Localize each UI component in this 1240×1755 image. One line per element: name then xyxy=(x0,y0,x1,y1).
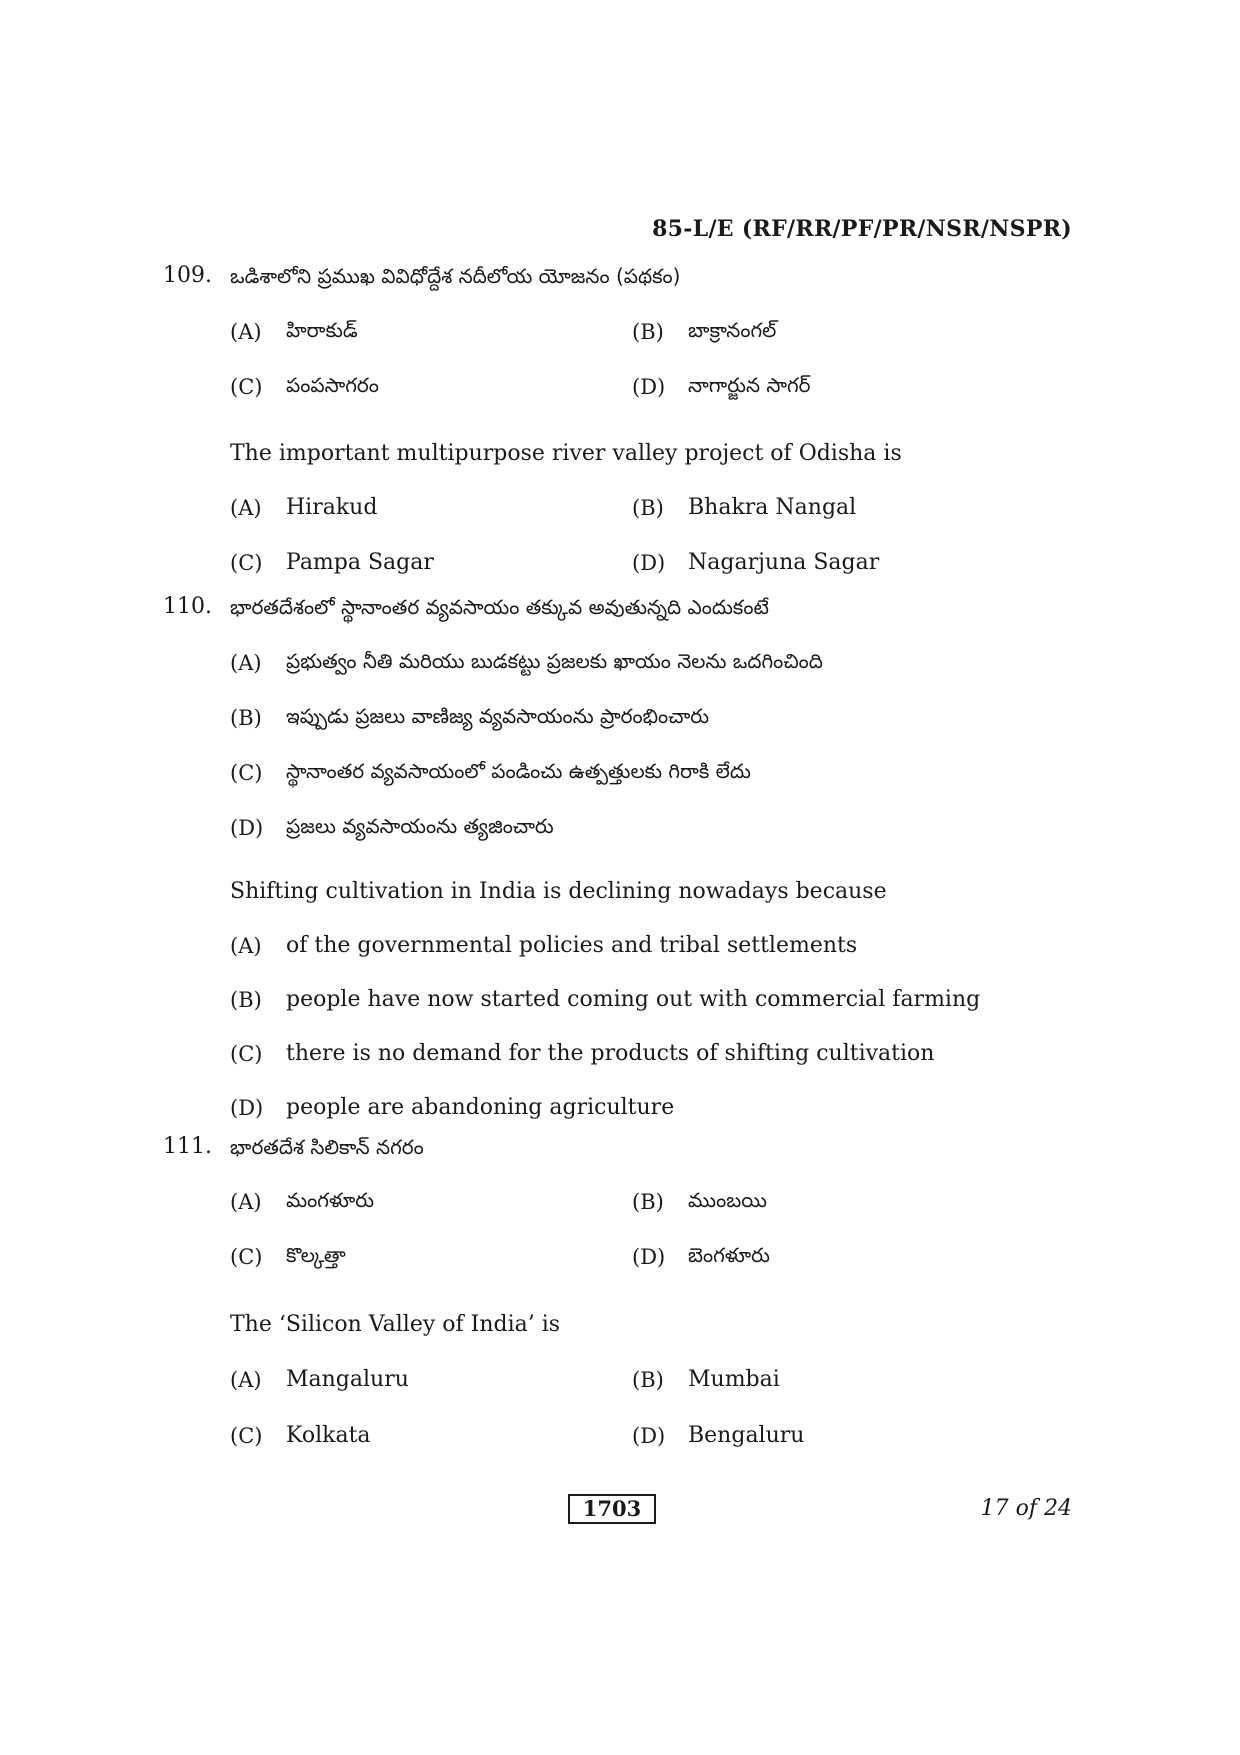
option-label: (C) xyxy=(230,1042,263,1066)
question-text-english: The important multipurpose river valley project of Odisha is xyxy=(230,441,902,466)
option-text-english: Nagarjuna Sagar xyxy=(688,550,880,575)
question-number: 111. xyxy=(163,1134,212,1159)
option-text-english: Pampa Sagar xyxy=(286,550,434,575)
option-label: (D) xyxy=(230,1096,264,1120)
booklet-code-box: 1703 xyxy=(568,1494,656,1524)
option-text-telugu: ముంబయి xyxy=(688,1188,767,1212)
option-text-telugu: స్థానాంతర వ్యవసాయంలో పండించు ఉత్పత్తులకు గిరాకి లేదు xyxy=(286,759,751,783)
question-number: 109. xyxy=(163,263,212,288)
option-label: (A) xyxy=(230,320,262,344)
option-text-telugu: హిరాకుడ్ xyxy=(286,318,358,342)
question-text-telugu: ఒడిశాలోని ప్రముఖ వివిధోద్దేశ నదీలోయ యోజనం (పథకం) xyxy=(230,264,681,288)
option-label: (B) xyxy=(230,988,262,1012)
option-text-telugu: బాక్రానంగల్ xyxy=(688,318,777,342)
option-label: (C) xyxy=(230,761,263,785)
option-text-english: Hirakud xyxy=(286,495,378,520)
page-number: 17 of 24 xyxy=(980,1496,1072,1521)
option-label: (B) xyxy=(632,496,664,520)
option-label: (B) xyxy=(230,706,262,730)
question-text-english: Shifting cultivation in India is declining nowadays because xyxy=(230,879,887,904)
paper-code-header: 85-L/E (RF/RR/PF/PR/NSR/NSPR) xyxy=(652,216,1072,242)
option-text-telugu: మంగళూరు xyxy=(286,1188,375,1212)
option-text-english: there is no demand for the products of shifting cultivation xyxy=(286,1041,935,1066)
option-label: (C) xyxy=(230,551,263,575)
option-text-telugu: కొల్కత్తా xyxy=(286,1243,346,1267)
option-label: (C) xyxy=(230,1245,263,1269)
option-label: (A) xyxy=(230,1190,262,1214)
option-text-telugu: ఇప్పుడు ప్రజలు వాణిజ్య వ్యవసాయంను ప్రారంభించారు xyxy=(286,704,710,728)
option-text-english: Bengaluru xyxy=(688,1423,805,1448)
option-text-english: people have now started coming out with commercial farming xyxy=(286,987,981,1012)
option-text-english: people are abandoning agriculture xyxy=(286,1095,675,1120)
option-text-english: Mumbai xyxy=(688,1367,780,1392)
option-label: (C) xyxy=(230,1424,263,1448)
option-label: (B) xyxy=(632,1190,664,1214)
option-text-telugu: ప్రజలు వ్యవసాయంను త్యజించారు xyxy=(286,814,554,838)
option-text-telugu: ప్రభుత్వం నీతి మరియు బుడకట్టు ప్రజలకు ఖాయం నెలను ఒదగించింది xyxy=(286,649,823,673)
option-text-english: of the governmental policies and tribal settlements xyxy=(286,933,858,958)
option-label: (D) xyxy=(632,551,666,575)
option-label: (C) xyxy=(230,375,263,399)
option-label: (A) xyxy=(230,934,262,958)
option-label: (D) xyxy=(230,816,264,840)
option-text-telugu: నాగార్జున సాగర్ xyxy=(688,373,811,397)
option-label: (B) xyxy=(632,1368,664,1392)
option-label: (D) xyxy=(632,1245,666,1269)
option-text-telugu: పంపసాగరం xyxy=(286,373,379,397)
option-text-english: Bhakra Nangal xyxy=(688,495,857,520)
option-label: (D) xyxy=(632,1424,666,1448)
option-text-english: Mangaluru xyxy=(286,1367,409,1392)
question-number: 110. xyxy=(163,594,212,619)
question-text-telugu: భారతదేశ సిలికాన్ నగరం xyxy=(230,1135,424,1159)
option-label: (B) xyxy=(632,320,664,344)
option-label: (A) xyxy=(230,496,262,520)
question-text-telugu: భారతదేశంలో స్థానాంతర వ్యవసాయం తక్కువ అవుతున్నది ఎందుకంటే xyxy=(230,595,769,619)
option-text-english: Kolkata xyxy=(286,1423,371,1448)
option-label: (A) xyxy=(230,651,262,675)
option-label: (D) xyxy=(632,375,666,399)
question-text-english: The ‘Silicon Valley of India’ is xyxy=(230,1312,561,1337)
option-label: (A) xyxy=(230,1368,262,1392)
option-text-telugu: బెంగళూరు xyxy=(688,1243,770,1267)
